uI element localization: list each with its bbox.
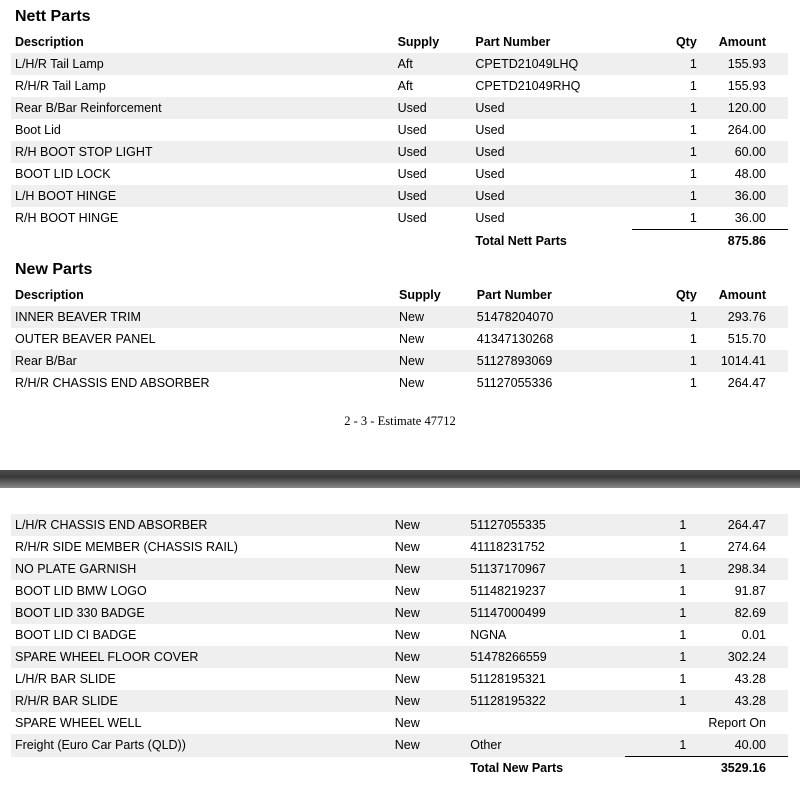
- cell-description: BOOT LID CI BADGE: [15, 628, 137, 642]
- header-supply: Supply: [397, 35, 440, 49]
- cell-part-number: 51478204070: [473, 306, 633, 328]
- cell-part-number: [466, 712, 624, 734]
- table-row: [11, 53, 788, 75]
- cell-qty: 1: [689, 167, 697, 181]
- cell-qty: 1: [689, 332, 697, 346]
- cell-qty: 1: [625, 558, 705, 580]
- new-parts-body: [11, 306, 788, 394]
- cell-qty: 1: [632, 53, 714, 75]
- cell-supply: Used: [394, 97, 472, 119]
- cell-supply: New: [399, 376, 425, 390]
- cell-amount: 43.28: [704, 690, 788, 712]
- cell-supply: New: [394, 540, 420, 554]
- cell-supply: Used: [397, 167, 427, 181]
- cell-amount: 91.87: [734, 584, 766, 598]
- nett-parts-table: [11, 31, 788, 252]
- cell-description: INNER BEAVER TRIM: [11, 306, 395, 328]
- cell-description: L/H BOOT HINGE: [11, 185, 394, 207]
- cell-supply: New: [395, 306, 473, 328]
- cell-qty: 1: [625, 690, 705, 712]
- header-description: Description: [15, 35, 84, 49]
- table-row: [11, 185, 788, 207]
- new-total-row: [11, 757, 788, 780]
- cell-description: R/H BOOT STOP LIGHT: [11, 141, 394, 163]
- cell-description: Freight (Euro Car Parts (QLD)): [11, 734, 391, 757]
- cell-part-number: 51128195322: [466, 690, 624, 712]
- cell-qty: 1: [632, 97, 714, 119]
- header-part-number: Part Number: [475, 35, 551, 49]
- cell-supply: New: [391, 734, 467, 757]
- cell-supply: New: [394, 628, 420, 642]
- cell-description: BOOT LID BMW LOGO: [15, 584, 147, 598]
- table-row: [11, 119, 788, 141]
- nett-total-label: Total Nett Parts: [475, 233, 567, 248]
- cell-amount: 155.93: [727, 79, 766, 93]
- cell-amount: 155.93: [715, 53, 788, 75]
- table-row: [11, 350, 788, 372]
- cell-qty: 1: [679, 672, 687, 686]
- cell-qty: 1: [689, 79, 697, 93]
- new-parts-title: New Parts: [15, 261, 93, 278]
- cell-part-number: Used: [471, 97, 632, 119]
- cell-qty: 1: [689, 211, 697, 225]
- table-row: [11, 163, 788, 185]
- cell-qty: 1: [632, 306, 714, 328]
- cell-description: Rear B/Bar: [11, 350, 395, 372]
- cell-description: Boot Lid: [15, 123, 61, 137]
- cell-description: L/H/R BAR SLIDE: [15, 672, 116, 686]
- header-amount: Amount: [718, 288, 766, 302]
- cell-part-number: CPETD21049RHQ: [475, 79, 581, 93]
- cell-qty: 1: [689, 123, 697, 137]
- cell-amount: 515.70: [727, 332, 766, 346]
- nett-parts-body: [11, 53, 788, 230]
- cell-amount: 264.47: [704, 514, 788, 536]
- cell-description: OUTER BEAVER PANEL: [15, 332, 156, 346]
- header-part-number: Part Number: [476, 288, 552, 302]
- cell-description: Rear B/Bar Reinforcement: [11, 97, 394, 119]
- cell-qty: 1: [632, 141, 714, 163]
- cell-amount: 48.00: [734, 167, 766, 181]
- cell-description: BOOT LID LOCK: [15, 167, 111, 181]
- cell-qty: 1: [679, 540, 687, 554]
- header-description: Description: [15, 288, 84, 302]
- cell-description: L/H/R CHASSIS END ABSORBER: [11, 514, 391, 536]
- cell-part-number: 41118231752: [470, 540, 545, 554]
- cell-amount: 264.47: [727, 376, 766, 390]
- cell-part-number: 51127055336: [476, 376, 553, 390]
- cell-part-number: Other: [466, 734, 624, 757]
- table-row: [11, 712, 788, 734]
- table-row: [11, 306, 788, 328]
- cell-amount: 60.00: [715, 141, 788, 163]
- nett-total-value: 875.86: [715, 230, 788, 253]
- cell-amount: 274.64: [727, 540, 766, 554]
- table-row: [11, 207, 788, 230]
- nett-total-row: [11, 230, 788, 253]
- cell-amount: 120.00: [715, 97, 788, 119]
- cell-description: L/H/R Tail Lamp: [11, 53, 394, 75]
- cell-qty: 1: [632, 350, 714, 372]
- cell-description: R/H/R Tail Lamp: [15, 79, 106, 93]
- page-footer: 2 - 3 - Estimate 47712: [344, 414, 456, 428]
- cell-part-number: 51127893069: [473, 350, 633, 372]
- cell-part-number: 51148219237: [470, 584, 546, 598]
- cell-amount: Report On: [708, 716, 766, 730]
- cell-amount: 40.00: [704, 734, 788, 757]
- cell-amount: 36.00: [734, 211, 766, 225]
- cell-qty: 1: [679, 628, 687, 642]
- cell-description: SPARE WHEEL FLOOR COVER: [11, 646, 391, 668]
- cell-amount: 36.00: [715, 185, 788, 207]
- cell-supply: New: [391, 690, 467, 712]
- table-row: [11, 97, 788, 119]
- cell-amount: 43.28: [734, 672, 766, 686]
- table-row: [11, 75, 788, 97]
- page-divider: [0, 470, 800, 488]
- cell-description: R/H/R CHASSIS END ABSORBER: [15, 376, 210, 390]
- cell-qty: 1: [625, 514, 705, 536]
- table-row: [11, 734, 788, 757]
- cell-supply: New: [399, 332, 425, 346]
- table-row: [11, 646, 788, 668]
- header-qty: Qty: [675, 35, 697, 49]
- cell-supply: Used: [397, 123, 427, 137]
- cell-supply: New: [394, 672, 420, 686]
- cell-qty: 1: [689, 376, 697, 390]
- table-row: [11, 536, 788, 558]
- cell-part-number: Used: [475, 167, 505, 181]
- cell-qty: 1: [625, 734, 705, 757]
- page-bottom: [0, 488, 800, 785]
- new-parts-table: [11, 284, 788, 394]
- table-row: [11, 580, 788, 602]
- cell-description: BOOT LID 330 BADGE: [11, 602, 391, 624]
- cell-part-number: Used: [475, 123, 505, 137]
- cell-supply: Aft: [394, 53, 472, 75]
- header-supply: Supply: [399, 288, 441, 302]
- cell-supply: New: [395, 350, 473, 372]
- cell-part-number: 51137170967: [466, 558, 624, 580]
- cell-part-number: Used: [471, 141, 632, 163]
- cell-supply: New: [394, 716, 420, 730]
- cell-supply: New: [391, 602, 467, 624]
- cell-part-number: 51128195321: [470, 672, 546, 686]
- cell-part-number: 41347130268: [476, 332, 554, 346]
- header-amount: Amount: [718, 35, 766, 49]
- header-qty: Qty: [675, 288, 697, 302]
- cell-supply: New: [394, 584, 420, 598]
- cell-part-number: NGNA: [470, 628, 507, 642]
- table-row: [11, 514, 788, 536]
- cell-qty: 1: [625, 602, 705, 624]
- cell-supply: Aft: [397, 79, 413, 93]
- nett-header-row: [11, 31, 788, 53]
- cell-supply: New: [391, 646, 467, 668]
- new-parts-continued-body: [11, 514, 788, 757]
- table-row: [11, 668, 788, 690]
- cell-amount: 298.34: [704, 558, 788, 580]
- table-row: [11, 558, 788, 580]
- cell-part-number: 51127055335: [466, 514, 624, 536]
- cell-description: SPARE WHEEL WELL: [15, 716, 142, 730]
- cell-amount: 293.76: [715, 306, 788, 328]
- table-row: [11, 624, 788, 646]
- cell-part-number: 51478266559: [466, 646, 624, 668]
- new-header-row: [11, 284, 788, 306]
- new-total-value: 3529.16: [704, 757, 788, 780]
- cell-supply: Used: [394, 185, 472, 207]
- cell-qty: 1: [625, 646, 705, 668]
- cell-qty: 1: [632, 185, 714, 207]
- cell-supply: New: [391, 514, 467, 536]
- table-row: [11, 141, 788, 163]
- new-parts-continued-table: [11, 514, 788, 779]
- table-row: [11, 602, 788, 624]
- cell-supply: Used: [394, 141, 472, 163]
- cell-supply: New: [391, 558, 467, 580]
- nett-parts-title: Nett Parts: [15, 8, 91, 25]
- cell-supply: Used: [397, 211, 427, 226]
- cell-part-number: Used: [471, 185, 632, 207]
- cell-amount: 0.01: [741, 628, 766, 642]
- cell-amount: 1014.41: [715, 350, 788, 372]
- cell-part-number: 51147000499: [466, 602, 624, 624]
- table-row: [11, 328, 788, 350]
- cell-qty: 1: [679, 584, 687, 598]
- cell-amount: 264.00: [727, 123, 766, 137]
- cell-amount: 302.24: [704, 646, 788, 668]
- table-row: [11, 690, 788, 712]
- cell-description: R/H/R BAR SLIDE: [11, 690, 391, 712]
- cell-description: R/H/R SIDE MEMBER (CHASSIS RAIL): [15, 540, 238, 554]
- cell-qty: [625, 712, 705, 734]
- cell-description: R/H BOOT HINGE: [15, 211, 119, 226]
- cell-part-number: CPETD21049LHQ: [471, 53, 632, 75]
- cell-description: NO PLATE GARNISH: [11, 558, 391, 580]
- table-row: [11, 372, 788, 394]
- cell-amount: 82.69: [704, 602, 788, 624]
- new-total-label: Total New Parts: [470, 760, 564, 775]
- cell-part-number: Used: [475, 211, 505, 226]
